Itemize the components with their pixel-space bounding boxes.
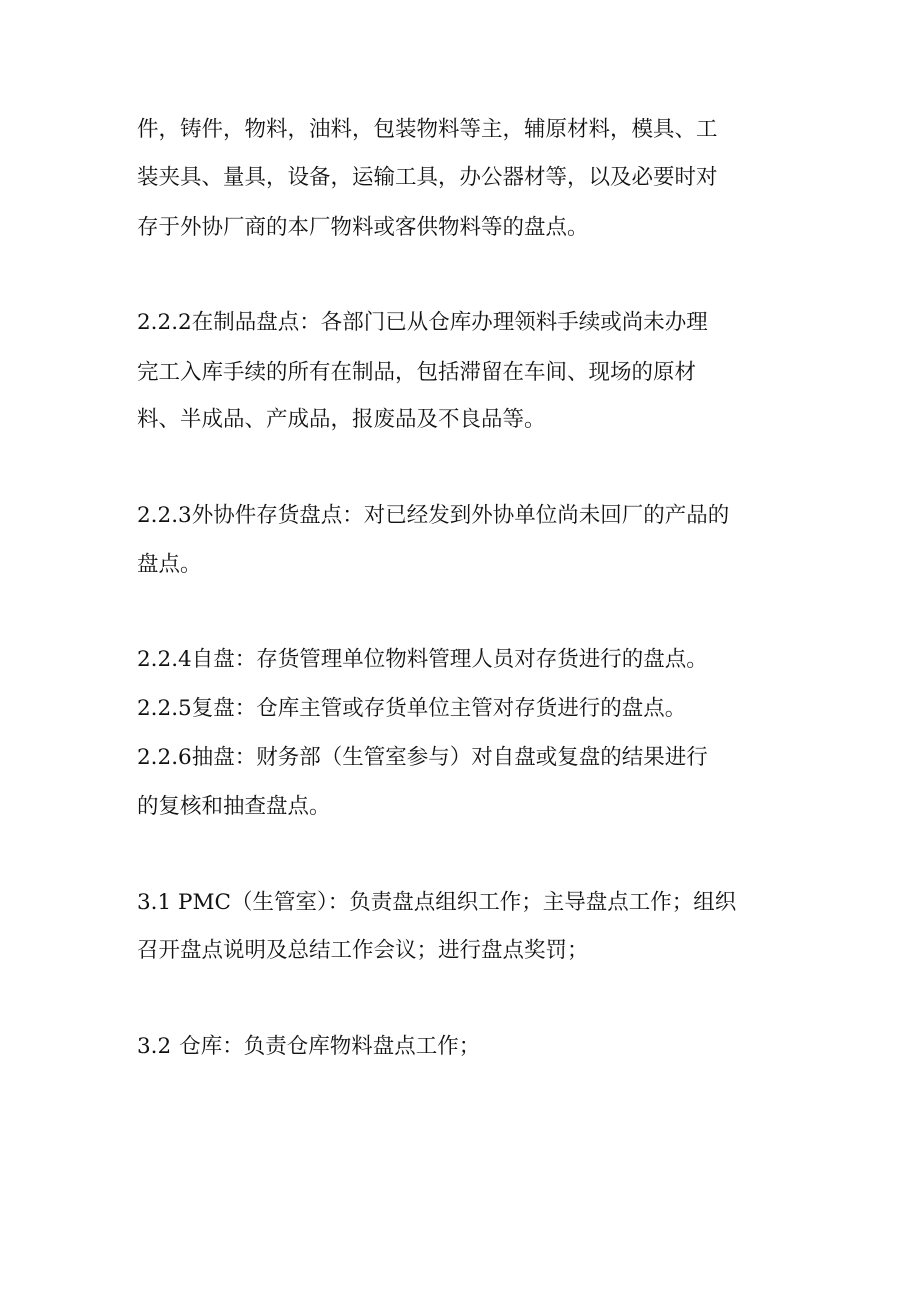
- paragraph-222-line-2: 完工入库手续的所有在制品，包括滞留在车间、现场的原材: [137, 360, 697, 385]
- paragraph-225-text-1: 复盘：仓库主管或存货单位主管对存货进行的盘点。: [191, 696, 687, 721]
- paragraph-222-text-1: 在制品盘点：各部门已从仓库办理领料手续或尚未办理: [191, 310, 708, 335]
- paragraph-226-line-1: [137, 743, 708, 773]
- paragraph-224-line-1: [137, 645, 708, 675]
- section-number-32: 3.2: [137, 1034, 172, 1059]
- section-number-222: 2.2.2: [137, 310, 192, 335]
- paragraph-32-line-1: [137, 1032, 480, 1062]
- paragraph-226-text-1: 抽盘：财务部（生管室参与）对自盘或复盘的结果进行: [191, 745, 708, 770]
- paragraph-31-line-2: 召开盘点说明及总结工作会议；进行盘点奖罚；: [137, 938, 589, 963]
- section-number-223: 2.2.3: [137, 503, 192, 528]
- section-number-224: 2.2.4: [137, 647, 192, 672]
- paragraph-225-line-1: [137, 694, 686, 724]
- paragraph-224-text-1: 自盘：存货管理单位物料管理人员对存货进行的盘点。: [191, 647, 708, 672]
- section-number-31: 3.1 PMC: [137, 890, 231, 915]
- paragraph-222-line-1: [137, 308, 708, 338]
- paragraph-221-line-1: 件，铸件，物料，油料，包装物料等主，辅原材料，模具、工: [137, 117, 718, 142]
- paragraph-223-text-1: 外协件存货盘点：对已经发到外协单位尚未回厂的产品的: [191, 503, 730, 528]
- paragraph-31-line-1: [137, 888, 736, 918]
- paragraph-222-line-3: 料、半成品、产成品，报废品及不良品等。: [137, 407, 546, 432]
- paragraph-32-text-1: 仓库：负责仓库物料盘点工作；: [179, 1034, 481, 1059]
- paragraph-31-text-1: （生管室）：负责盘点组织工作；主导盘点工作；组织: [230, 890, 737, 915]
- section-number-226: 2.2.6: [137, 745, 192, 770]
- paragraph-223-line-2: 盘点。: [137, 552, 202, 577]
- paragraph-223-line-1: [137, 501, 729, 531]
- paragraph-221-line-2: 装夹具、量具，设备，运输工具，办公器材等，以及必要时对: [137, 165, 718, 190]
- paragraph-221-line-3: 存于外协厂商的本厂物料或客供物料等的盘点。: [137, 215, 589, 240]
- section-number-225: 2.2.5: [137, 696, 192, 721]
- paragraph-226-line-2: 的复核和抽查盘点。: [137, 794, 331, 819]
